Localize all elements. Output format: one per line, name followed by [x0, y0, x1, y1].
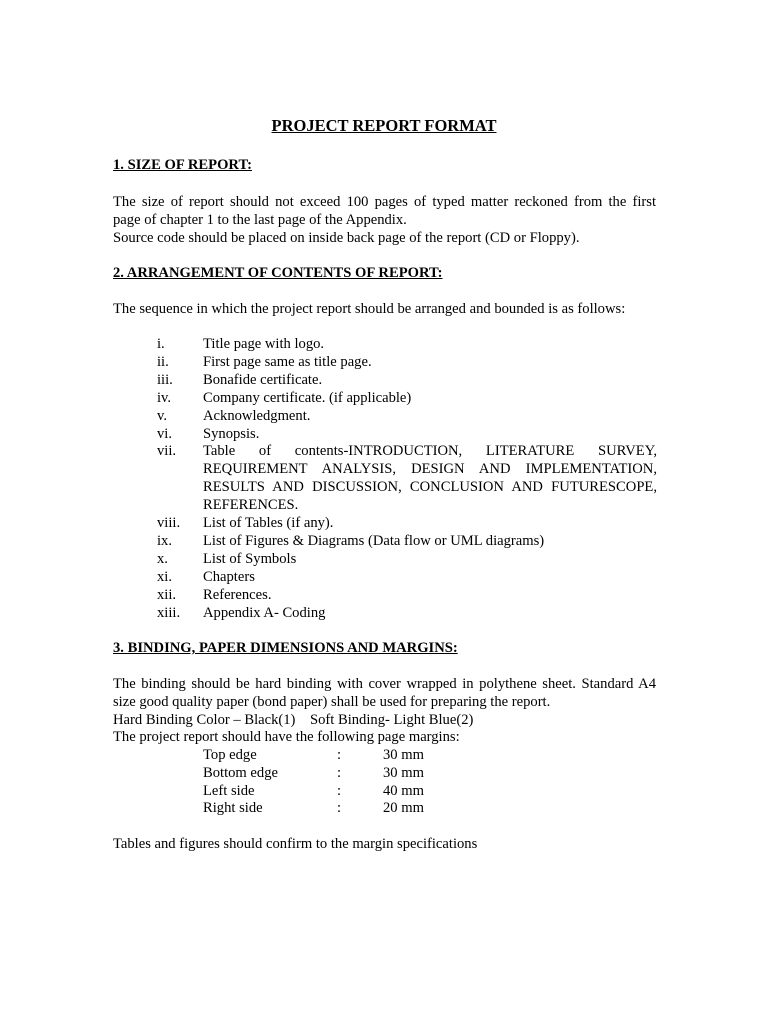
paragraph-line: page of chapter 1 to the last page of the Appendix.	[113, 211, 407, 228]
section-3-paragraph	[113, 676, 656, 747]
section-3-heading: 3. BINDING, PAPER DIMENSIONS AND MARGINS:	[113, 640, 458, 656]
list-item-text: Table of contents-INTRODUCTION, LITERATURE SURVEY,	[203, 443, 657, 460]
list-item-number: vii.	[157, 443, 177, 460]
margin-note: Tables and figures should confirm to the margin specifications	[113, 836, 478, 852]
list-item-text: Appendix A- Coding	[203, 604, 326, 621]
list-item	[157, 390, 657, 408]
list-item-number: xii.	[157, 586, 177, 603]
section-1-paragraph	[113, 194, 656, 247]
list-item-text: References.	[203, 586, 272, 603]
list-item-number: xiii.	[157, 604, 181, 621]
list-item-text: List of Symbols	[203, 550, 297, 567]
list-item-text: Bonafide certificate.	[203, 371, 323, 388]
list-item	[157, 569, 657, 587]
margin-label: Top edge	[203, 747, 257, 763]
list-item-text: List of Figures & Diagrams (Data flow or UML diagrams)	[203, 532, 545, 549]
list-item-text: Company certificate. (if applicable)	[203, 389, 412, 406]
list-item	[157, 426, 657, 444]
paragraph-line: Source code should be placed on inside back page of the report (CD or Floppy).	[113, 229, 580, 246]
list-item	[157, 443, 657, 515]
list-item	[157, 354, 657, 372]
table-row	[203, 747, 463, 765]
margin-separator: :	[337, 764, 342, 781]
list-item-number: iii.	[157, 371, 173, 388]
list-item-text: REFERENCES.	[203, 497, 299, 514]
paragraph-line: The binding should be hard binding with cover wrapped in polythene sheet. Standard A4	[113, 676, 656, 692]
margin-separator: :	[337, 800, 342, 817]
list-item-number: iv.	[157, 389, 172, 406]
section-2-heading: 2. ARRANGEMENT OF CONTENTS OF REPORT:	[113, 265, 443, 281]
paragraph-line: Hard Binding Color – Black(1) Soft Binding- Light Blue(2)	[113, 711, 474, 728]
margin-value: 40 mm	[383, 782, 424, 799]
list-item-number: vi.	[157, 425, 172, 442]
list-item-text: REQUIREMENT ANALYSIS, DESIGN AND IMPLEMENTATION,	[203, 461, 657, 478]
section-1-heading: 1. SIZE OF REPORT:	[113, 157, 252, 173]
paragraph-line: size good quality paper (bond paper) shall be used for preparing the report.	[113, 693, 551, 710]
margin-label: Right side	[203, 800, 263, 817]
margin-value: 30 mm	[383, 764, 424, 781]
margin-separator: :	[337, 782, 342, 799]
list-item	[157, 372, 657, 390]
list-item-text: Chapters	[203, 568, 255, 585]
paragraph-line: The project report should have the following page margins:	[113, 729, 460, 746]
list-item-number: v.	[157, 407, 167, 424]
list-item-number: ii.	[157, 353, 169, 370]
table-row	[203, 765, 463, 783]
paragraph-line: The sequence in which the project report should be arranged and bounded is as follows:	[113, 301, 626, 317]
list-item	[157, 336, 657, 354]
list-item-number: ix.	[157, 532, 172, 549]
list-item	[157, 605, 657, 623]
list-item-text: RESULTS AND DISCUSSION, CONCLUSION AND FUTURESCOPE,	[203, 479, 657, 496]
list-item-number: i.	[157, 336, 165, 352]
list-item	[157, 515, 657, 533]
margin-separator: :	[337, 747, 342, 763]
section-2-intro	[113, 301, 656, 319]
margin-label: Left side	[203, 782, 255, 799]
list-item-text: First page same as title page.	[203, 353, 372, 370]
list-item-number: viii.	[157, 515, 181, 532]
list-item	[157, 408, 657, 426]
margin-value: 20 mm	[383, 800, 424, 817]
list-item-text: Synopsis.	[203, 425, 260, 442]
list-item-number: x.	[157, 550, 168, 567]
margins-table	[203, 747, 463, 818]
margin-value: 30 mm	[383, 747, 424, 763]
margin-label: Bottom edge	[203, 764, 278, 781]
table-row	[203, 800, 463, 818]
list-item	[157, 533, 657, 551]
list-item-number: xi.	[157, 568, 172, 585]
list-item-text: Title page with logo.	[203, 336, 325, 352]
list-item-text: Acknowledgment.	[203, 407, 311, 424]
list-item-text: List of Tables (if any).	[203, 515, 334, 532]
list-item	[157, 551, 657, 569]
document-title: PROJECT REPORT FORMAT	[271, 116, 497, 135]
paragraph-line: The size of report should not exceed 100 pages of typed matter reckoned from the first	[113, 194, 656, 210]
list-item	[157, 587, 657, 605]
contents-list	[157, 336, 657, 623]
table-row	[203, 783, 463, 801]
